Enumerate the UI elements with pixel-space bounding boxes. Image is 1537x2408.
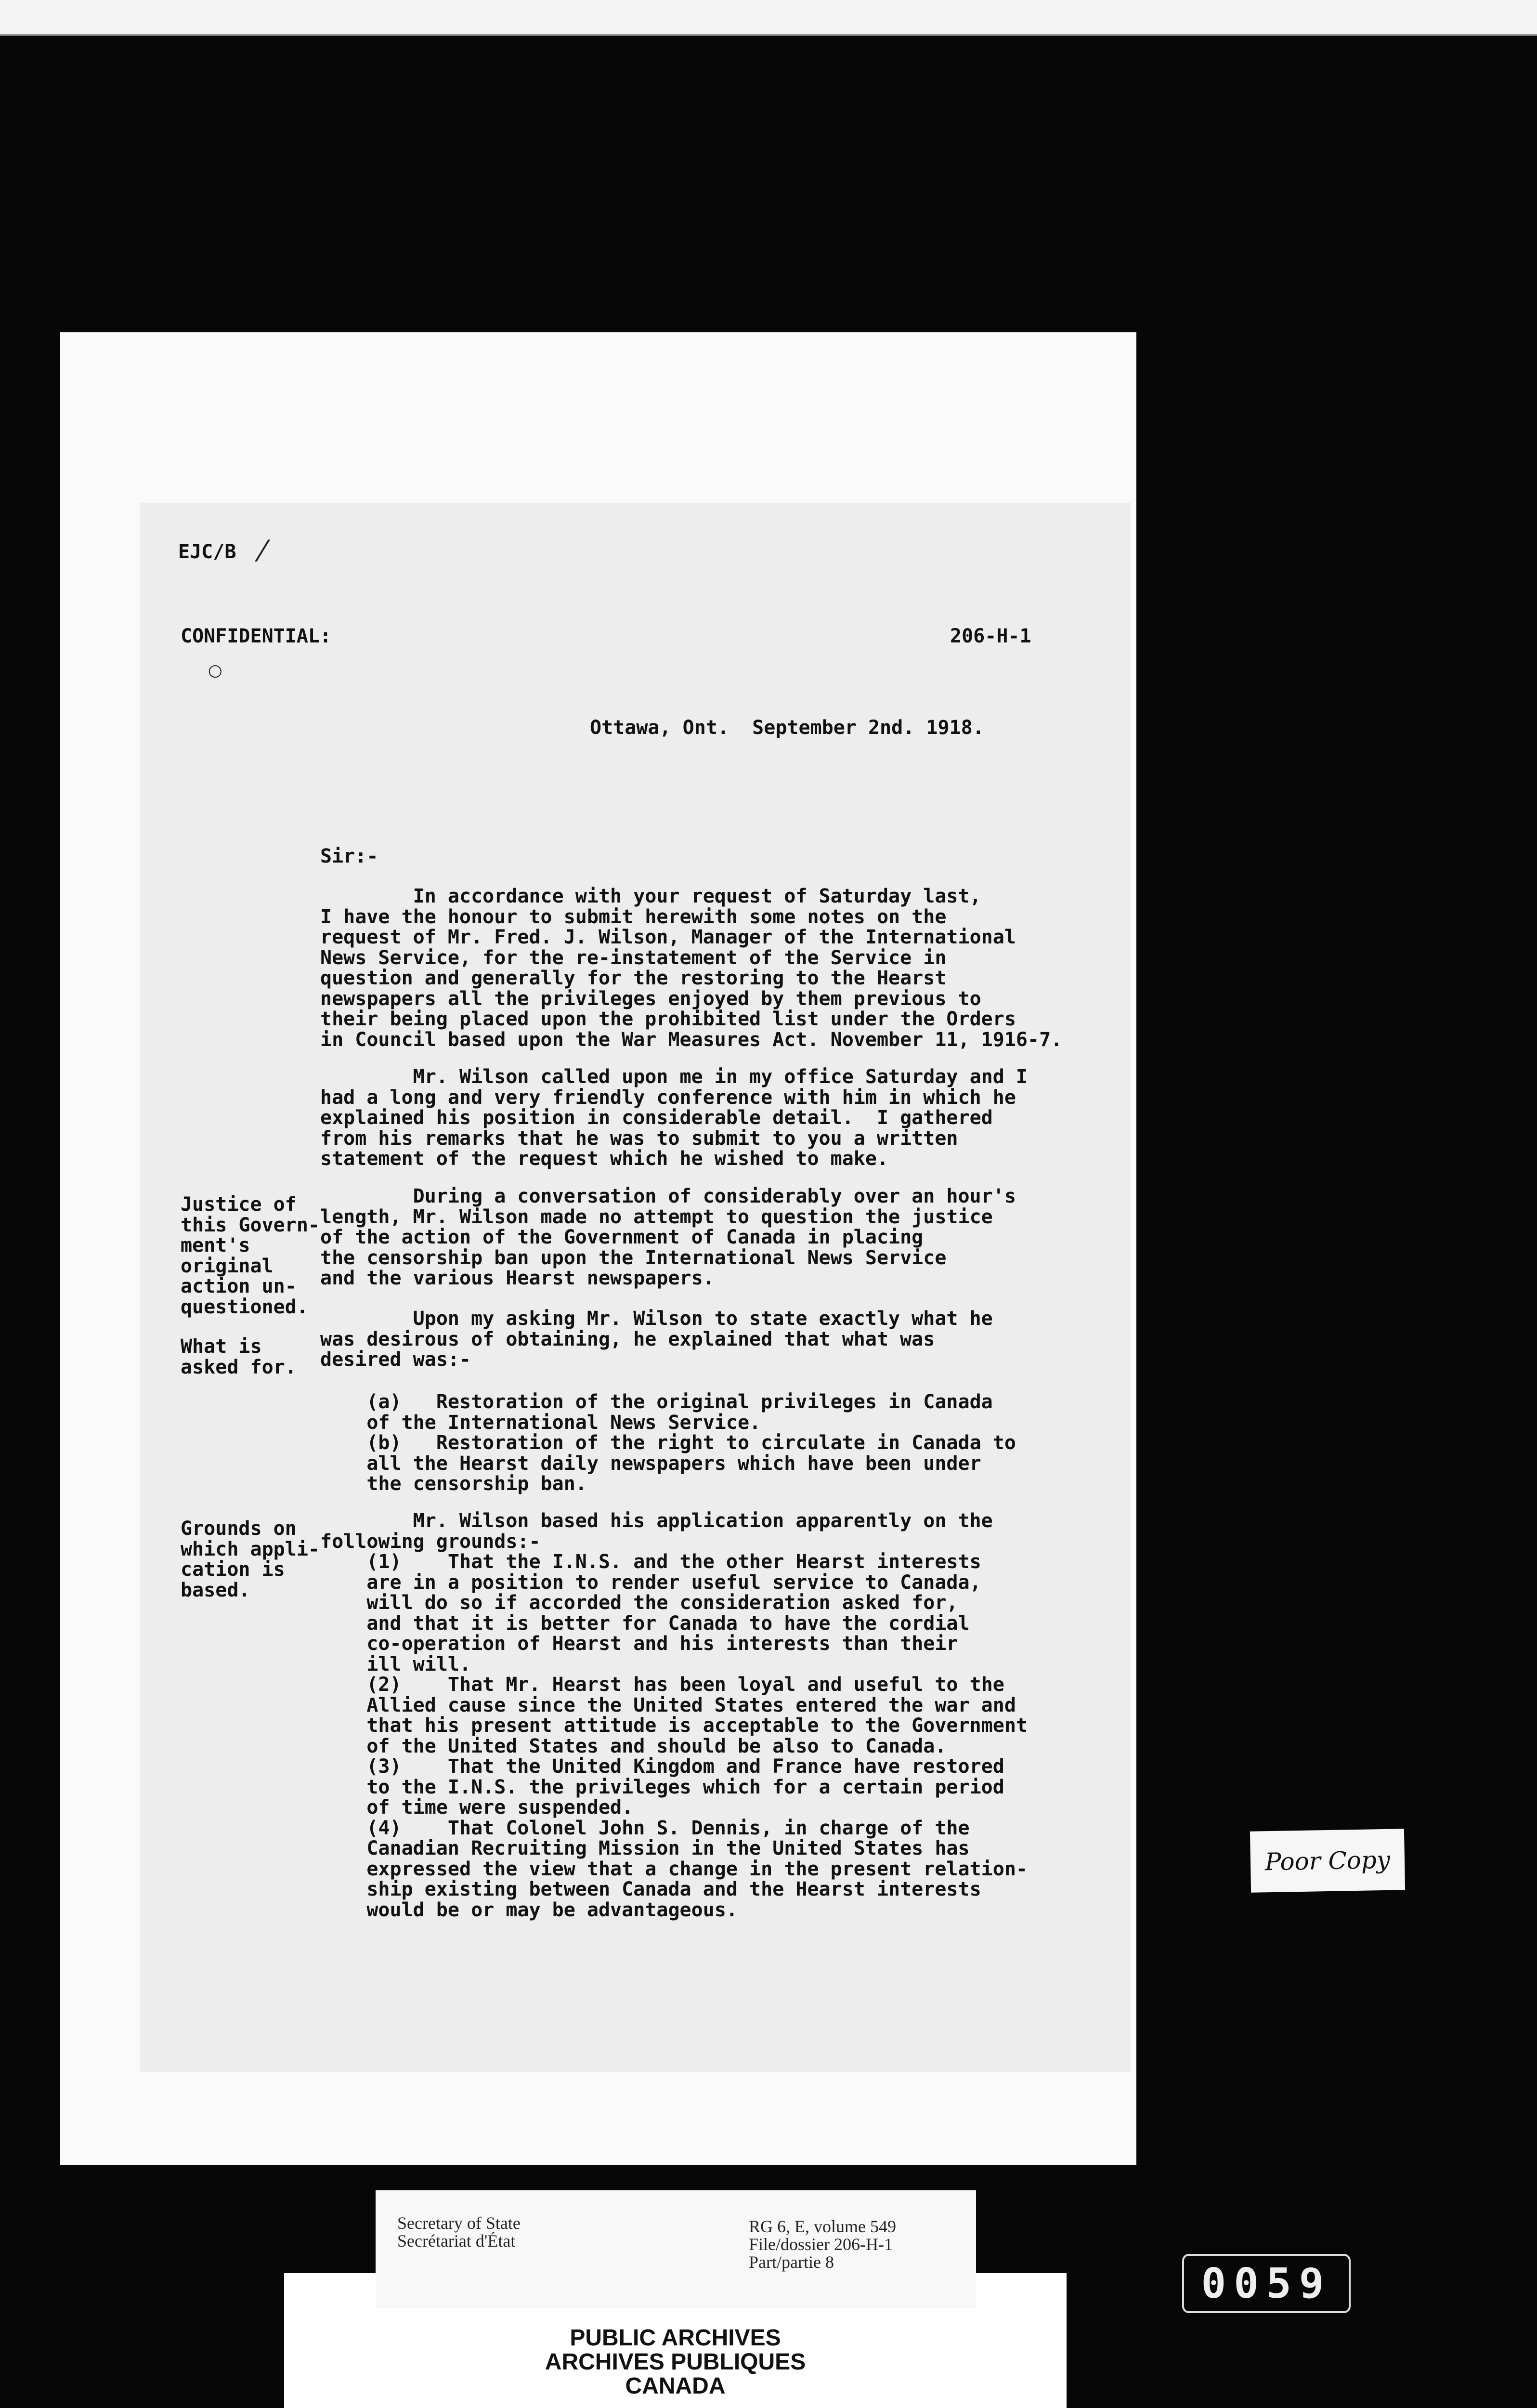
classification: CONFIDENTIAL: bbox=[181, 625, 332, 647]
grounds-list: Mr. Wilson based his application apparently on the following grounds:- (1) That the I.N.S. and the other Hearst interests are in a position to render useful service to Canada, will do so if accorded the consideration asked for, and that it is better for Canada to have the cordial co-operation of Hearst and his interests than their ill will. (2) That Mr. Hearst has been loyal and useful to the Allied cause since the United States entered the war and that his present attitude is acceptable to the Government of the United States and should be also to Canada. (3) That the United Kingdom and France have restored to the I.N.S. the privileges which for a certain period of time were suspended. (4) That Colonel John S. Dennis, in charge of the Canadian Recruiting Mission in the United States has expressed the view that a change in the present relation- ship existing between Canada and the Hearst interests would be or may be advantageous. bbox=[320, 1510, 1028, 1921]
ref-line-2: File/dossier 206-H-1 bbox=[749, 2235, 893, 2254]
frame-counter: 0059 bbox=[1182, 2254, 1351, 2313]
margin-note-justice: Justice of this Govern- ment's original action un- questioned. bbox=[181, 1193, 320, 1318]
paragraph-2: Mr. Wilson called upon me in my office Saturday and I had a long and very friendly conference with him in which he explained his position in considerable detail. I gathered from his remarks that he was to submit to you a written statement of the request which he wished to make. bbox=[320, 1066, 1028, 1170]
paragraph-3: During a conversation of considerably over an hour's length, Mr. Wilson made no attempt to question the justice of the action of the Government of Canada in placing the censorship ban upon the International News Service and the various Hearst newspapers. bbox=[320, 1185, 1016, 1289]
reference-initials: EJC/B bbox=[178, 541, 236, 563]
paragraph-1: In accordance with your request of Saturday last, I have the honour to submit herewith some notes on the request of Mr. Fred. J. Wilson, Manager of the International News Service, for the re-instatement of the Service in question and generally for the restoring to the Hearst newspapers all the privileges enjoyed by them previous to their being placed upon the prohibited list under the Orders in Council based upon the War Measures Act. November 11, 1916-7. bbox=[320, 885, 1063, 1051]
request-list: (a) Restoration of the original privileges in Canada of the International News Service. (b) Restoration of the right to circulate in Canada to all the Hearst daily newspapers which have been under the censorship ban. bbox=[366, 1391, 1016, 1495]
dept-en: Secretary of State bbox=[397, 2213, 521, 2233]
margin-note-asked: What is asked for. bbox=[181, 1335, 297, 1378]
dept-fr: Secrétariat d'État bbox=[397, 2231, 516, 2251]
place-date: Ottawa, Ont. September 2nd. 1918. bbox=[590, 717, 984, 739]
public-archives-title bbox=[284, 2326, 1067, 2398]
film-top-band bbox=[0, 0, 1537, 36]
file-number: 206-H-1 bbox=[950, 625, 1031, 647]
margin-note-grounds: Grounds on which appli- cation is based. bbox=[181, 1518, 320, 1601]
archives-line-country: CANADA bbox=[625, 2373, 726, 2399]
handwritten-mark: ⁄ bbox=[260, 535, 265, 568]
salutation: Sir:- bbox=[320, 845, 378, 867]
archives-line-fr: ARCHIVES PUBLIQUES bbox=[545, 2349, 806, 2375]
ref-line-3: Part/partie 8 bbox=[749, 2252, 834, 2272]
ref-line-1: RG 6, E, volume 549 bbox=[749, 2217, 896, 2236]
poor-copy-note: Poor Copy bbox=[1250, 1829, 1405, 1893]
paragraph-4: Upon my asking Mr. Wilson to state exactly what he was desirous of obtaining, he explained that what was desired was:- bbox=[320, 1308, 993, 1371]
handwritten-circle: ○ bbox=[208, 661, 222, 680]
archives-line-en: PUBLIC ARCHIVES bbox=[570, 2325, 781, 2351]
